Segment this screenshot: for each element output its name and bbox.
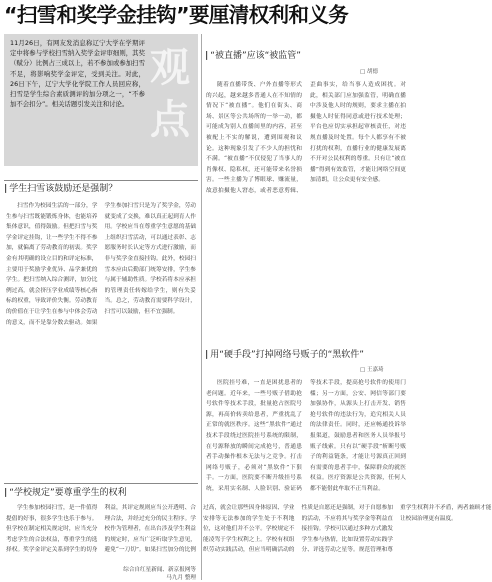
column-divider xyxy=(201,34,202,580)
article-body-left-top: 扫雪作为校园生活的一部分，学生参与扫雪既能锻炼身体，也能培养集体意识，值得鼓励。但把扫雪与奖学金评定挂钩，让一些学生不得不参加，就偏离了劳动教育的初衷。奖学金有其明确的设立目的和评定标准，主要用于奖励学业优异、品学兼优的学生。把扫雪纳入综合测评，加分比例过高，就会挤压学业成绩等核心指标的权重，导致评价失衡。劳动教育的价值在于让学生在参与中体会劳动的意义，而不是靠分数去驱动。如果学生参加扫雪只是为了奖学金，劳动就变成了交换，难以真正起到育人作用。学校应当在尊重学生意愿的基础上组织扫雪活动，可以通过表彰、志愿服务时长认定等方式进行激励，而非与奖学金直接挂钩。此外，校园扫雪本应由后勤部门统筹安排，学生参与属于辅助性质。学校若将本应承担的管理责任转嫁给学生，则有失妥当。总之，劳动教育需要科学设计，扫雪可以鼓励，但不宜强制。 xyxy=(6,203,196,326)
intro-text: 11月26日，有网友发消息称辽宁大学在学期评定中将参与学校扫雪纳入奖学金评审细则，其奖（赋分）比例占三成以上，若不参加或参加扫雪不足，将影响奖学金评定，受到关注。对此，26日下午，辽宁大学化学院工作人员回应称，扫雪是学生综合素质测评的加分项之一，“不参加不会扣分”。相关话题引发关注和讨论。 xyxy=(10,39,145,109)
article-body-right-bottom: 医院挂号难，一直是困扰患者的老问题。近年来，一些号贩子借助抢号软件等技术手段，批量抢占医院号源，再高价转卖给患者，严重扰乱了正常的就医秩序。这些“黑软件”通过技术手段绕过医院挂号系统的限制，在号源释放的瞬间完成抢号，普通患者手动操作根本无法与之竞争。打击网络号贩子，必须对“黑软件”下狠手。一方面，医院要不断升级挂号系统，采用实名制、人脸识别、验证码等技术手段，提高抢号软件的使用门槛；另一方面，公安、网信等部门要加强协作，从源头上打击开发、销售抢号软件的违法行为，追究相关人员的法律责任。同时，还应畅通投诉举报渠道，鼓励患者和医务人员举报号贩子线索。只有以“硬手段”斩断号贩子的利益链条，才能让号源真正回到有需要的患者手中，保障群众的就医权益。医疗资源是公共资源，任何人都不能借此牟取不正当利益。 xyxy=(206,380,406,492)
rule xyxy=(4,180,198,181)
section-title-right-bottom: | 用“硬手段”打掉网络号贩子的“黑软件” xyxy=(205,350,364,360)
byline-right-top: □ 胡德 xyxy=(360,69,378,75)
rule xyxy=(4,483,198,484)
section-title-left-top: | 学生扫雪该鼓励还是强制？ xyxy=(4,184,118,194)
intro-box xyxy=(4,34,198,166)
intro-decor: 观点 xyxy=(150,44,190,143)
source-note: 综合自红星新闻、新京报网等 xyxy=(123,567,196,573)
byline-right-bottom: □ 王嘉琦 xyxy=(360,367,384,373)
section-title-right-top: | “被直播”应该“被监管” xyxy=(205,51,301,61)
article-body-left-bottom: 学生参加校园扫雪，是一件值得提倡的好事，很多学生也乐于参与。但学校在制定相关规定时，应当充分考虑学生的合法权益，尊重学生的选择权。奖学金评定关系到学生的切身利益，其评定规则应当公开透明、合理合法，并经过充分的民主程序。学校作为管理者，在出台涉及学生利益的规定时，应当广泛听取学生意见，避免“一刀切”。如果扫雪加分的比例过高，就会让那些因身体原因、学业安排等无法参加的学生处于不利地位，这对他们并不公平。学校规定不能凌驾于学生权利之上。学校有权组织劳动实践活动，但应当明确活动的性质是自愿还是强制，对于自愿参加的活动，不应将其与奖学金等利益直接挂钩。学校可以通过多种方式激发学生参与热情，比如设置劳动实践学分、评选劳动之星等。规范管理和尊重学生权利并不矛盾，两者兼顾才能让校园治理更有温度。 xyxy=(6,505,492,554)
editor-note: 马九月 整理 xyxy=(166,575,196,581)
article-body-right-top: 随着直播带货、户外直播等形式的兴起，越来越多普通人在不知情的情况下“被直播”。他们在街头、商场、景区等公共场所的一举一动，都可能成为别人直播间里的内容，甚至被配上不实的解说，遭到围观和议论。这种现象引发了不少人的担忧和不满。“被直播”不仅侵犯了当事人的肖像权、隐私权，还可能带来名誉损害。一些主播为了博眼球、赚流量，故意拍摄他人窘态，或者恶意剪辑、歪曲事实，给当事人造成困扰。对此，相关部门应加强监管，明确直播中涉及他人时的规则，要求主播在拍摄他人时征得同意或进行技术处理；平台也应切实承担起审核责任，对违规直播及时处置。每个人都享有不被打扰的权利，直播行业的健康发展离不开对公民权利的尊重。只有让“被直播”得到有效监管，才能让网络空间更加清朗，让公众更有安全感。 xyxy=(206,82,406,194)
headline: “扫雪和奖学金挂钩”要厘清权利和义务 xyxy=(4,3,349,27)
section-title-left-bottom: | “学校规定”要尊重学生的权利 xyxy=(4,488,127,498)
